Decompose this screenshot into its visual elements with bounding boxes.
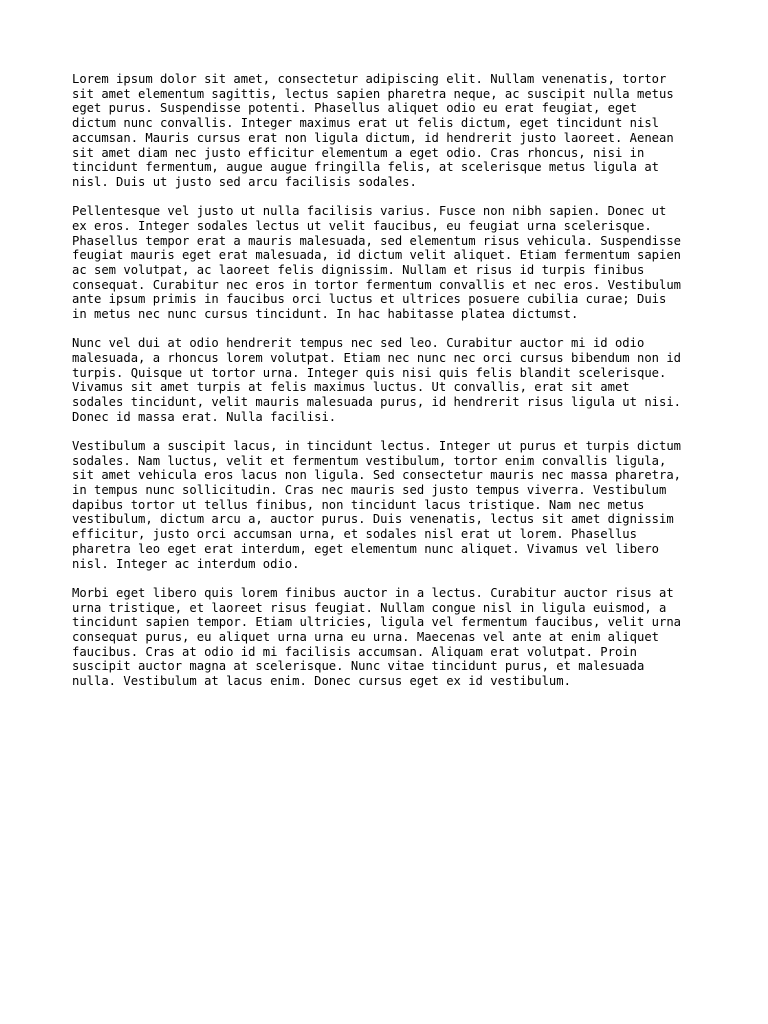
paragraph-4: Vestibulum a suscipit lacus, in tincidunt lectus. Integer ut purus et turpis dictum sodales. Nam luctus, velit et fermentum vestibulum, tortor enim convallis ligula, sit amet vehicula eros lacus non ligula. Sed consectetur mauris nec massa pharetra, in tempus nunc sollicitudin. Cras nec mauris sed justo tempus viverra. Vestibulum dapibus tortor ut tellus finibus, non tincidunt lacus tristique. Nam nec metus vestibulum, dictum arcu a, auctor purus. Duis venenatis, lectus sit amet dignissim efficitur, justo orci accumsan urna, et sodales nisl erat ut lorem. Phasellus pharetra leo eget erat interdum, eget elementum nunc aliquet. Vivamus vel libero nisl. Integer ac interdum odio. [72, 438, 682, 571]
paragraph-5: Morbi eget libero quis lorem finibus auctor in a lectus. Curabitur auctor risus at urna tristique, et laoreet risus feugiat. Nullam congue nisl in ligula euismod, a tincidunt sapien tempor. Etiam ultricies, ligula vel fermentum faucibus, velit urna consequat purus, eu aliquet urna urna eu urna. Maecenas vel ante at enim aliquet faucibus. Cras at odio id mi facilisis accumsan. Aliquam erat volutpat. Proin suscipit auctor magna at scelerisque. Nunc vitae tincidunt purus, et malesuada nulla. Vestibulum at lacus enim. Donec cursus eget ex id vestibulum. [72, 585, 682, 689]
paragraph-1: Lorem ipsum dolor sit amet, consectetur adipiscing elit. Nullam venenatis, tortor sit amet elementum sagittis, lectus sapien pharetra neque, ac suscipit nulla metus eget purus. Suspendisse potenti. Phasellus aliquet odio eu erat feugiat, eget dictum nunc convallis. Integer maximus erat ut felis dictum, eget tincidunt nisl accumsan. Mauris cursus erat non ligula dictum, id hendrerit justo laoreet. Aenean sit amet diam nec justo efficitur elementum a eget odio. Cras rhoncus, nisi in tincidunt fermentum, augue augue fringilla felis, at scelerisque metus ligula at nisl. Duis ut justo sed arcu facilisis sodales. [72, 72, 674, 189]
paragraph-3: Nunc vel dui at odio hendrerit tempus nec sed leo. Curabitur auctor mi id odio malesuada, a rhoncus lorem volutpat. Etiam nec nunc nec orci cursus bibendum non id turpis. Quisque ut tortor urna. Integer quis nisi quis felis blandit scelerisque. Vivamus sit amet turpis at felis maximus luctus. Ut convallis, erat sit amet sodales tincidunt, velit mauris malesuada purus, id hendrerit risus ligula ut nisi. Donec id massa erat. Nulla facilisi. [72, 336, 682, 424]
paragraph-2: Pellentesque vel justo ut nulla facilisis varius. Fusce non nibh sapien. Donec ut ex eros. Integer sodales lectus ut velit faucibus, eu feugiat urna scelerisque. Phasellus tempor erat a mauris malesuada, sed elementum risus vehicula. Suspendisse feugiat mauris eget erat malesuada, id dictum velit aliquet. Etiam fermentum sapien ac sem volutpat, ac laoreet felis dignissim. Nullam et risus id turpis finibus consequat. Curabitur nec eros in tortor fermentum convallis et nec eros. Vestibulum ante ipsum primis in faucibus orci luctus et ultrices posuere cubilia curae; Duis in metus nec nunc cursus tincidunt. In hac habitasse platea dictumst. [72, 204, 682, 322]
document-page [72, 72, 702, 703]
